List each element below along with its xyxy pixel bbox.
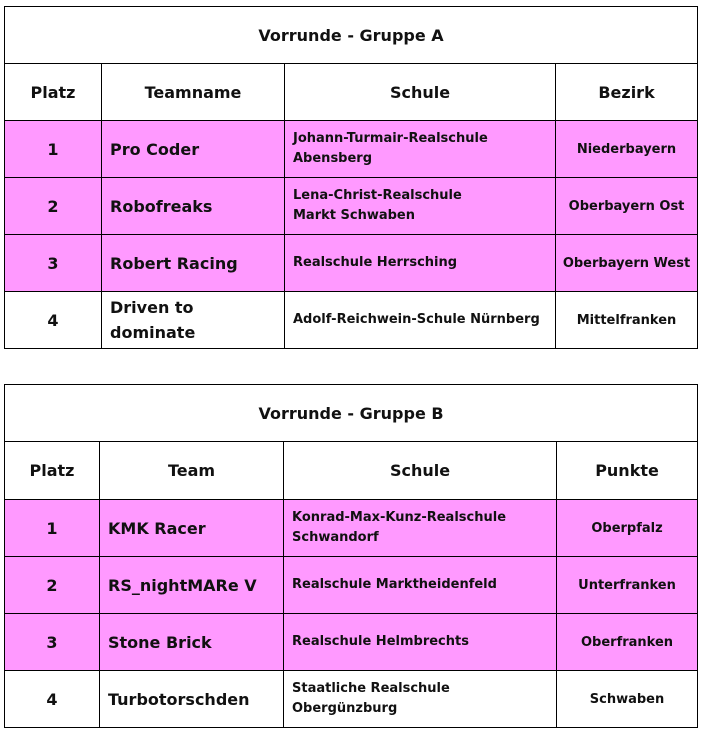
table-row: [5, 671, 698, 728]
table-row: [5, 500, 698, 557]
school-line-1: Johann-Turmair-Realschule: [293, 131, 488, 146]
place-cell: 1: [5, 121, 102, 178]
place-cell: 3: [5, 614, 100, 671]
school-cell: Adolf-Reichwein-Schule Nürnberg: [285, 292, 556, 349]
place-cell: 2: [5, 557, 100, 614]
group-a-header-district: Bezirk: [556, 64, 698, 121]
table-row: [5, 121, 698, 178]
district-cell: Unterfranken: [557, 557, 698, 614]
group-b-table: [4, 384, 698, 728]
district-cell: Niederbayern: [556, 121, 698, 178]
group-a-header-place: Platz: [5, 64, 102, 121]
place-cell: 1: [5, 500, 100, 557]
place-cell: 2: [5, 178, 102, 235]
school-cell: Realschule Helmbrechts: [284, 614, 557, 671]
group-a-title: Vorrunde - Gruppe A: [5, 7, 698, 64]
school-cell: Staatliche Realschule Obergünzburg: [284, 671, 557, 728]
table-row: [5, 292, 698, 349]
school-line-2: Schwandorf: [292, 530, 379, 545]
group-a-header-school: Schule: [285, 64, 556, 121]
group-a-table: [4, 6, 698, 349]
district-cell: Oberbayern Ost: [556, 178, 698, 235]
group-b-header-team: Team: [100, 442, 284, 500]
table-row: [5, 235, 698, 292]
team-cell: Pro Coder: [102, 121, 285, 178]
school-cell: [285, 178, 556, 235]
team-cell: Stone Brick: [100, 614, 284, 671]
table-row: [5, 614, 698, 671]
place-cell: 3: [5, 235, 102, 292]
team-cell: KMK Racer: [100, 500, 284, 557]
team-cell: Robert Racing: [102, 235, 285, 292]
school-line-2: Abensberg: [293, 151, 373, 166]
school-cell: Realschule Marktheidenfeld: [284, 557, 557, 614]
school-cell: Realschule Herrsching: [285, 235, 556, 292]
team-cell: Turbotorschden: [100, 671, 284, 728]
group-b-title: Vorrunde - Gruppe B: [5, 385, 698, 442]
place-cell: 4: [5, 671, 100, 728]
group-b-header-school: Schule: [284, 442, 557, 500]
group-a-header-team: Teamname: [102, 64, 285, 121]
school-cell: [284, 500, 557, 557]
table-row: [5, 557, 698, 614]
school-cell: [285, 121, 556, 178]
district-cell: Oberfranken: [557, 614, 698, 671]
district-cell: Schwaben: [557, 671, 698, 728]
team-cell: RS_nightMARe V: [100, 557, 284, 614]
table-row: [5, 178, 698, 235]
group-b-header-points: Punkte: [557, 442, 698, 500]
school-line-1: Konrad-Max-Kunz-Realschule: [292, 510, 507, 525]
school-line-1: Lena-Christ-Realschule: [293, 188, 462, 203]
group-b-header-place: Platz: [5, 442, 100, 500]
district-cell: Oberpfalz: [557, 500, 698, 557]
team-cell: Robofreaks: [102, 178, 285, 235]
district-cell: Mittelfranken: [556, 292, 698, 349]
district-cell: Oberbayern West: [556, 235, 698, 292]
place-cell: 4: [5, 292, 102, 349]
school-line-2: Markt Schwaben: [293, 208, 415, 223]
team-cell: Driven to dominate: [102, 292, 285, 349]
